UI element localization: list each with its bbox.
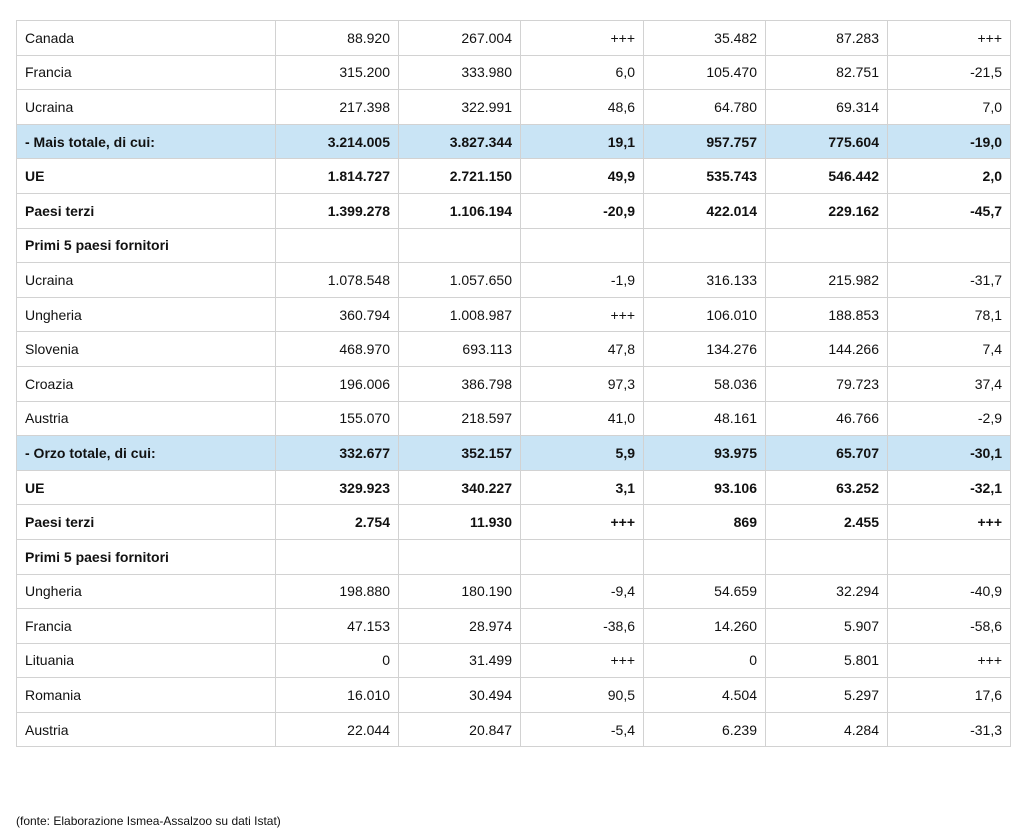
value-cell [276, 228, 399, 263]
value-cell: -31,3 [888, 712, 1011, 747]
table-row [17, 21, 1011, 56]
value-cell: 546.442 [766, 159, 888, 194]
value-cell: 37,4 [888, 366, 1011, 401]
value-cell: -1,9 [521, 263, 644, 298]
value-cell: +++ [521, 297, 644, 332]
value-cell: -20,9 [521, 193, 644, 228]
row-label-cell: UE [17, 470, 276, 505]
table-row [17, 470, 1011, 505]
row-label-cell: Austria [17, 401, 276, 436]
value-cell: 196.006 [276, 366, 399, 401]
table-row [17, 539, 1011, 574]
value-cell: 90,5 [521, 678, 644, 713]
value-cell: +++ [521, 643, 644, 678]
value-cell: 22.044 [276, 712, 399, 747]
row-label-cell: Croazia [17, 366, 276, 401]
table-row [17, 678, 1011, 713]
value-cell: +++ [521, 505, 644, 540]
value-cell: 340.227 [399, 470, 521, 505]
value-cell: 97,3 [521, 366, 644, 401]
value-cell [276, 539, 399, 574]
table-row [17, 263, 1011, 298]
value-cell: 7,4 [888, 332, 1011, 367]
table-row [17, 228, 1011, 263]
value-cell: +++ [888, 643, 1011, 678]
table-row [17, 712, 1011, 747]
value-cell: 47,8 [521, 332, 644, 367]
value-cell: 229.162 [766, 193, 888, 228]
value-cell: 58.036 [644, 366, 766, 401]
table-row [17, 297, 1011, 332]
value-cell: -21,5 [888, 55, 1011, 90]
value-cell: 5.801 [766, 643, 888, 678]
value-cell: 93.106 [644, 470, 766, 505]
value-cell: 20.847 [399, 712, 521, 747]
value-cell: 693.113 [399, 332, 521, 367]
value-cell: 1.057.650 [399, 263, 521, 298]
value-cell: -58,6 [888, 609, 1011, 644]
table-row [17, 55, 1011, 90]
value-cell: 3,1 [521, 470, 644, 505]
table-row [17, 90, 1011, 125]
value-cell: 82.751 [766, 55, 888, 90]
value-cell: 69.314 [766, 90, 888, 125]
row-label-cell: Ucraina [17, 90, 276, 125]
row-label-cell: Paesi terzi [17, 193, 276, 228]
value-cell: 78,1 [888, 297, 1011, 332]
value-cell: -5,4 [521, 712, 644, 747]
table-row [17, 159, 1011, 194]
value-cell: 332.677 [276, 436, 399, 471]
value-cell: 422.014 [644, 193, 766, 228]
value-cell: 7,0 [888, 90, 1011, 125]
value-cell: 47.153 [276, 609, 399, 644]
value-cell: 105.470 [644, 55, 766, 90]
value-cell: 2.455 [766, 505, 888, 540]
value-cell: 180.190 [399, 574, 521, 609]
value-cell: +++ [888, 505, 1011, 540]
value-cell: 267.004 [399, 21, 521, 56]
value-cell: 106.010 [644, 297, 766, 332]
row-label-cell: - Mais totale, di cui: [17, 124, 276, 159]
value-cell: 17,6 [888, 678, 1011, 713]
value-cell: 535.743 [644, 159, 766, 194]
row-label-cell: Romania [17, 678, 276, 713]
value-cell: 87.283 [766, 21, 888, 56]
value-cell: 315.200 [276, 55, 399, 90]
value-cell [644, 228, 766, 263]
value-cell: 134.276 [644, 332, 766, 367]
value-cell: 1.106.194 [399, 193, 521, 228]
value-cell: 88.920 [276, 21, 399, 56]
value-cell: 1.399.278 [276, 193, 399, 228]
value-cell: 46.766 [766, 401, 888, 436]
value-cell: 54.659 [644, 574, 766, 609]
value-cell [766, 228, 888, 263]
value-cell: 35.482 [644, 21, 766, 56]
table-row [17, 193, 1011, 228]
value-cell: 4.284 [766, 712, 888, 747]
row-label-cell: Canada [17, 21, 276, 56]
row-label-cell: Francia [17, 55, 276, 90]
value-cell: 6.239 [644, 712, 766, 747]
value-cell: 329.923 [276, 470, 399, 505]
value-cell [399, 539, 521, 574]
row-label-cell: Primi 5 paesi fornitori [17, 228, 276, 263]
row-label-cell: UE [17, 159, 276, 194]
value-cell: -9,4 [521, 574, 644, 609]
value-cell: 5,9 [521, 436, 644, 471]
value-cell: 198.880 [276, 574, 399, 609]
row-label-cell: Primi 5 paesi fornitori [17, 539, 276, 574]
value-cell: 4.504 [644, 678, 766, 713]
row-label-cell: Ungheria [17, 297, 276, 332]
table-row [17, 124, 1011, 159]
value-cell: +++ [521, 21, 644, 56]
row-label-cell: Paesi terzi [17, 505, 276, 540]
value-cell: 28.974 [399, 609, 521, 644]
table-body [17, 21, 1011, 747]
value-cell [888, 539, 1011, 574]
value-cell: 31.499 [399, 643, 521, 678]
value-cell: -30,1 [888, 436, 1011, 471]
value-cell: 155.070 [276, 401, 399, 436]
row-label-cell: - Orzo totale, di cui: [17, 436, 276, 471]
value-cell: -2,9 [888, 401, 1011, 436]
value-cell: 11.930 [399, 505, 521, 540]
value-cell: 30.494 [399, 678, 521, 713]
value-cell: 316.133 [644, 263, 766, 298]
value-cell: 79.723 [766, 366, 888, 401]
value-cell: +++ [888, 21, 1011, 56]
value-cell [888, 228, 1011, 263]
value-cell: -40,9 [888, 574, 1011, 609]
value-cell: 49,9 [521, 159, 644, 194]
row-label-cell: Slovenia [17, 332, 276, 367]
value-cell: 5.297 [766, 678, 888, 713]
value-cell: 1.008.987 [399, 297, 521, 332]
value-cell: 16.010 [276, 678, 399, 713]
value-cell: 19,1 [521, 124, 644, 159]
row-label-cell: Francia [17, 609, 276, 644]
value-cell: -19,0 [888, 124, 1011, 159]
value-cell: 188.853 [766, 297, 888, 332]
value-cell: 0 [276, 643, 399, 678]
value-cell [399, 228, 521, 263]
value-cell [521, 228, 644, 263]
value-cell: 144.266 [766, 332, 888, 367]
value-cell: 957.757 [644, 124, 766, 159]
value-cell: -38,6 [521, 609, 644, 644]
value-cell: 468.970 [276, 332, 399, 367]
table-row [17, 505, 1011, 540]
value-cell: -45,7 [888, 193, 1011, 228]
source-note: (fonte: Elaborazione Ismea-Assalzoo su dati Istat) [16, 814, 281, 828]
row-label-cell: Austria [17, 712, 276, 747]
value-cell [521, 539, 644, 574]
value-cell: 41,0 [521, 401, 644, 436]
value-cell: 3.827.344 [399, 124, 521, 159]
value-cell: 322.991 [399, 90, 521, 125]
value-cell: 5.907 [766, 609, 888, 644]
table-row [17, 574, 1011, 609]
data-table-container [16, 20, 1010, 747]
value-cell: 869 [644, 505, 766, 540]
value-cell: 352.157 [399, 436, 521, 471]
value-cell: 215.982 [766, 263, 888, 298]
table-row [17, 609, 1011, 644]
table-row [17, 332, 1011, 367]
table-row [17, 366, 1011, 401]
import-data-table [16, 20, 1011, 747]
value-cell: 217.398 [276, 90, 399, 125]
value-cell: 386.798 [399, 366, 521, 401]
value-cell: 3.214.005 [276, 124, 399, 159]
value-cell: 48,6 [521, 90, 644, 125]
row-label-cell: Ungheria [17, 574, 276, 609]
row-label-cell: Ucraina [17, 263, 276, 298]
value-cell: 2.754 [276, 505, 399, 540]
table-row [17, 643, 1011, 678]
value-cell: 63.252 [766, 470, 888, 505]
table-row [17, 436, 1011, 471]
value-cell [644, 539, 766, 574]
row-label-cell: Lituania [17, 643, 276, 678]
value-cell: -32,1 [888, 470, 1011, 505]
value-cell: 360.794 [276, 297, 399, 332]
value-cell: 775.604 [766, 124, 888, 159]
value-cell: 32.294 [766, 574, 888, 609]
value-cell: 2,0 [888, 159, 1011, 194]
value-cell: 65.707 [766, 436, 888, 471]
value-cell: 1.078.548 [276, 263, 399, 298]
value-cell: 48.161 [644, 401, 766, 436]
value-cell: 64.780 [644, 90, 766, 125]
value-cell: 218.597 [399, 401, 521, 436]
value-cell: 1.814.727 [276, 159, 399, 194]
value-cell: 14.260 [644, 609, 766, 644]
value-cell: -31,7 [888, 263, 1011, 298]
value-cell: 333.980 [399, 55, 521, 90]
table-row [17, 401, 1011, 436]
value-cell: 2.721.150 [399, 159, 521, 194]
value-cell [766, 539, 888, 574]
value-cell: 93.975 [644, 436, 766, 471]
value-cell: 0 [644, 643, 766, 678]
value-cell: 6,0 [521, 55, 644, 90]
